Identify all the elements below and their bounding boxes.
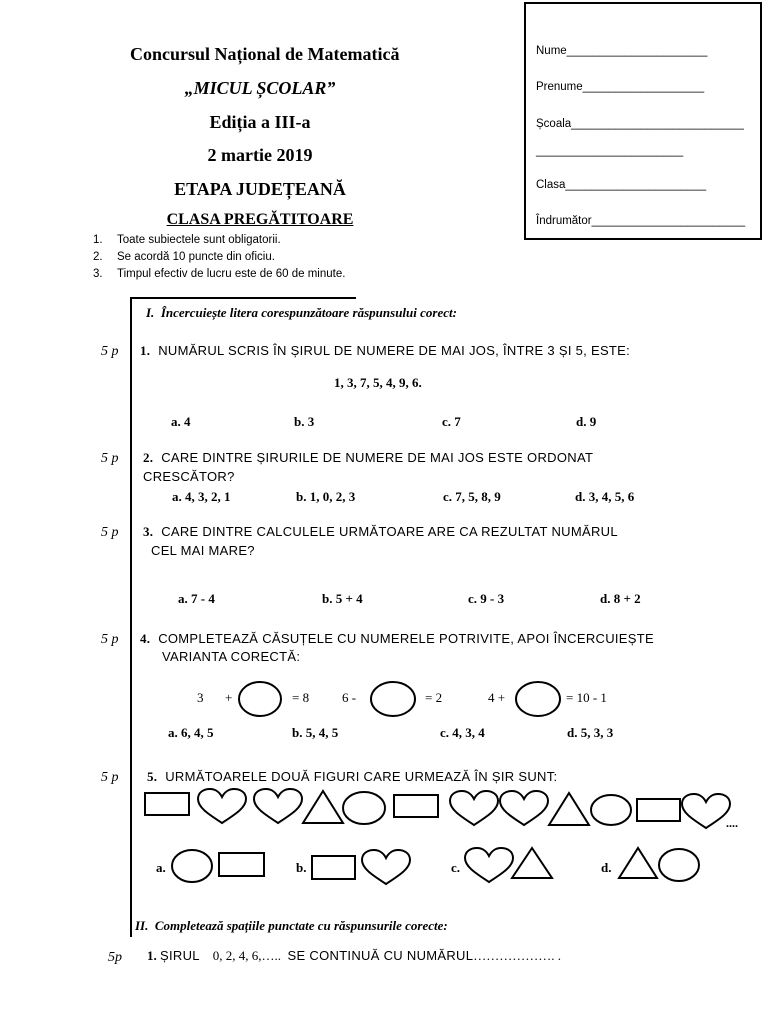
- q1-option-c[interactable]: c. 7: [442, 414, 461, 429]
- sequence-rectangle-icon: [637, 799, 680, 821]
- q4-text: 4. COMPLETEAZĂ CĂSUȚELE CU NUMERELE POTRIVITE, APOI ÎNCERCUIEȘTE: [140, 631, 654, 646]
- instruction-1: 1. Toate subiectele sunt obligatorii.: [93, 234, 281, 246]
- q4-points: 5 p: [101, 632, 119, 647]
- q5-sequence-ellipsis: ....: [726, 816, 738, 830]
- section-left-border: [130, 297, 132, 937]
- q5-option-c[interactable]: [463, 846, 563, 886]
- q5-option-d-label[interactable]: d.: [601, 860, 612, 875]
- heart-icon: [362, 850, 410, 884]
- q3-option-a[interactable]: a. 7 - 4: [178, 591, 215, 606]
- sequence-triangle-icon: [303, 791, 343, 823]
- q5-option-a[interactable]: [170, 848, 270, 888]
- q5-points: 5 p: [101, 770, 119, 785]
- sequence-oval-icon: [591, 795, 631, 825]
- triangle-icon: [512, 848, 552, 878]
- q4-eq1-result: = 8: [292, 690, 310, 705]
- q5-option-a-label[interactable]: a.: [156, 860, 166, 875]
- q5-text: 5. URMĂTOARELE DOUĂ FIGURI CARE URMEAZĂ ÎN ȘIR SUNT:: [147, 769, 558, 784]
- oval-icon: [659, 849, 699, 881]
- q1-option-d[interactable]: d. 9: [576, 414, 597, 429]
- stage: ETAPA JUDEȚEANĂ: [174, 179, 346, 199]
- q4-blank-oval-1[interactable]: [237, 680, 283, 718]
- sequence-rectangle-icon: [145, 793, 189, 815]
- q4-blank-oval-3[interactable]: [514, 680, 562, 718]
- rectangle-icon: [219, 853, 264, 876]
- sequence-oval-icon: [343, 792, 385, 824]
- q4-eq3-a: 4 +: [488, 690, 506, 705]
- q4-eq2-result: = 2: [425, 690, 443, 705]
- q5-option-d[interactable]: [617, 846, 717, 886]
- q2-option-c[interactable]: c. 7, 5, 8, 9: [443, 489, 501, 504]
- contest-name: „MICUL ȘCOLAR”: [184, 78, 336, 98]
- s2-q1-points: 5p: [108, 950, 122, 965]
- q5-option-c-label[interactable]: c.: [451, 860, 461, 875]
- sequence-heart-icon: [500, 791, 548, 825]
- school-field[interactable]: Școala___________________________: [536, 118, 744, 130]
- q4-eq1-a: 3: [197, 690, 204, 705]
- q2-option-b[interactable]: b. 1, 0, 2, 3: [296, 489, 356, 504]
- sequence-heart-icon: [682, 794, 730, 828]
- q2-text: 2. CARE DINTRE ȘIRURILE DE NUMERE DE MAI JOS ESTE ORDONAT: [143, 450, 594, 465]
- q1-sequence: 1, 3, 7, 5, 4, 9, 6.: [334, 375, 422, 390]
- q4-text-continued: VARIANTA CORECTĂ:: [162, 649, 301, 664]
- sequence-heart-icon: [198, 789, 246, 823]
- instruction-2: 2. Se acordă 10 puncte din oficiu.: [93, 251, 275, 263]
- s2-q1-answer-blank[interactable]: ………………. .: [473, 948, 562, 963]
- sequence-triangle-icon: [549, 793, 589, 825]
- rectangle-icon: [312, 856, 355, 879]
- edition: Ediția a III-a: [209, 112, 311, 132]
- contest-title: Concursul Național de Matematică: [130, 44, 400, 64]
- q5-option-b-label[interactable]: b.: [296, 860, 307, 875]
- heart-icon: [465, 848, 513, 882]
- q4-option-a[interactable]: a. 6, 4, 5: [168, 725, 214, 740]
- instruction-3: 3. Timpul efectiv de lucru este de 60 de minute.: [93, 268, 346, 280]
- section-2-title: II. Completează spațiile punctate cu răspunsurile corecte:: [135, 918, 448, 933]
- q2-points: 5 p: [101, 451, 119, 466]
- contest-date: 2 martie 2019: [207, 145, 313, 165]
- q4-option-c[interactable]: c. 4, 3, 4: [440, 725, 485, 740]
- q1-option-a[interactable]: a. 4: [171, 414, 191, 429]
- teacher-field[interactable]: Îndrumător________________________: [536, 215, 746, 227]
- q1-points: 5 p: [101, 344, 119, 359]
- first-name-field[interactable]: Prenume___________________: [536, 81, 705, 93]
- name-field[interactable]: Nume______________________: [536, 45, 708, 57]
- grade-level: CLASA PREGĂTITOARE: [166, 211, 354, 228]
- q4-option-d[interactable]: d. 5, 3, 3: [567, 725, 614, 740]
- q4-blank-oval-2[interactable]: [369, 680, 417, 718]
- sequence-rectangle-icon: [394, 795, 438, 817]
- sequence-heart-icon: [450, 791, 498, 825]
- student-id-box: [524, 2, 762, 240]
- q2-option-d[interactable]: d. 3, 4, 5, 6: [575, 489, 635, 504]
- q1-option-b[interactable]: b. 3: [294, 414, 315, 429]
- q4-eq1-b: +: [225, 690, 233, 705]
- q4-eq2-a: 6 -: [342, 690, 357, 705]
- q2-text-continued: CRESCĂTOR?: [143, 469, 235, 484]
- q3-text: 3. CARE DINTRE CALCULELE URMĂTOARE ARE CA REZULTAT NUMĂRUL: [143, 524, 618, 539]
- q5-option-b[interactable]: [309, 848, 414, 888]
- q4-option-b[interactable]: b. 5, 4, 5: [292, 725, 339, 740]
- class-field[interactable]: Clasa______________________: [536, 179, 707, 191]
- oval-icon: [172, 850, 212, 882]
- q3-points: 5 p: [101, 525, 119, 540]
- q1-text: 1. NUMĂRUL SCRIS ÎN ȘIRUL DE NUMERE DE MAI JOS, ÎNTRE 3 ȘI 5, ESTE:: [140, 343, 631, 358]
- sequence-heart-icon: [254, 789, 302, 823]
- q4-eq3-result: = 10 - 1: [566, 690, 607, 705]
- q5-shape-sequence: [140, 788, 740, 832]
- triangle-icon: [619, 848, 657, 878]
- school-field-continued[interactable]: _______________________: [536, 145, 684, 157]
- s2-q1-text: 1. ȘIRUL 0, 2, 4, 6,….. SE CONTINUĂ CU NUMĂRUL………………. .: [147, 948, 562, 963]
- q2-option-a[interactable]: a. 4, 3, 2, 1: [172, 489, 231, 504]
- section-1-title: I. Încercuiește litera corespunzătoare răspunsului corect:: [146, 305, 457, 320]
- q3-text-continued: CEL MAI MARE?: [151, 543, 255, 558]
- q3-option-c[interactable]: c. 9 - 3: [468, 591, 505, 606]
- section-top-border: [130, 297, 356, 299]
- q3-option-b[interactable]: b. 5 + 4: [322, 591, 363, 606]
- q3-option-d[interactable]: d. 8 + 2: [600, 591, 641, 606]
